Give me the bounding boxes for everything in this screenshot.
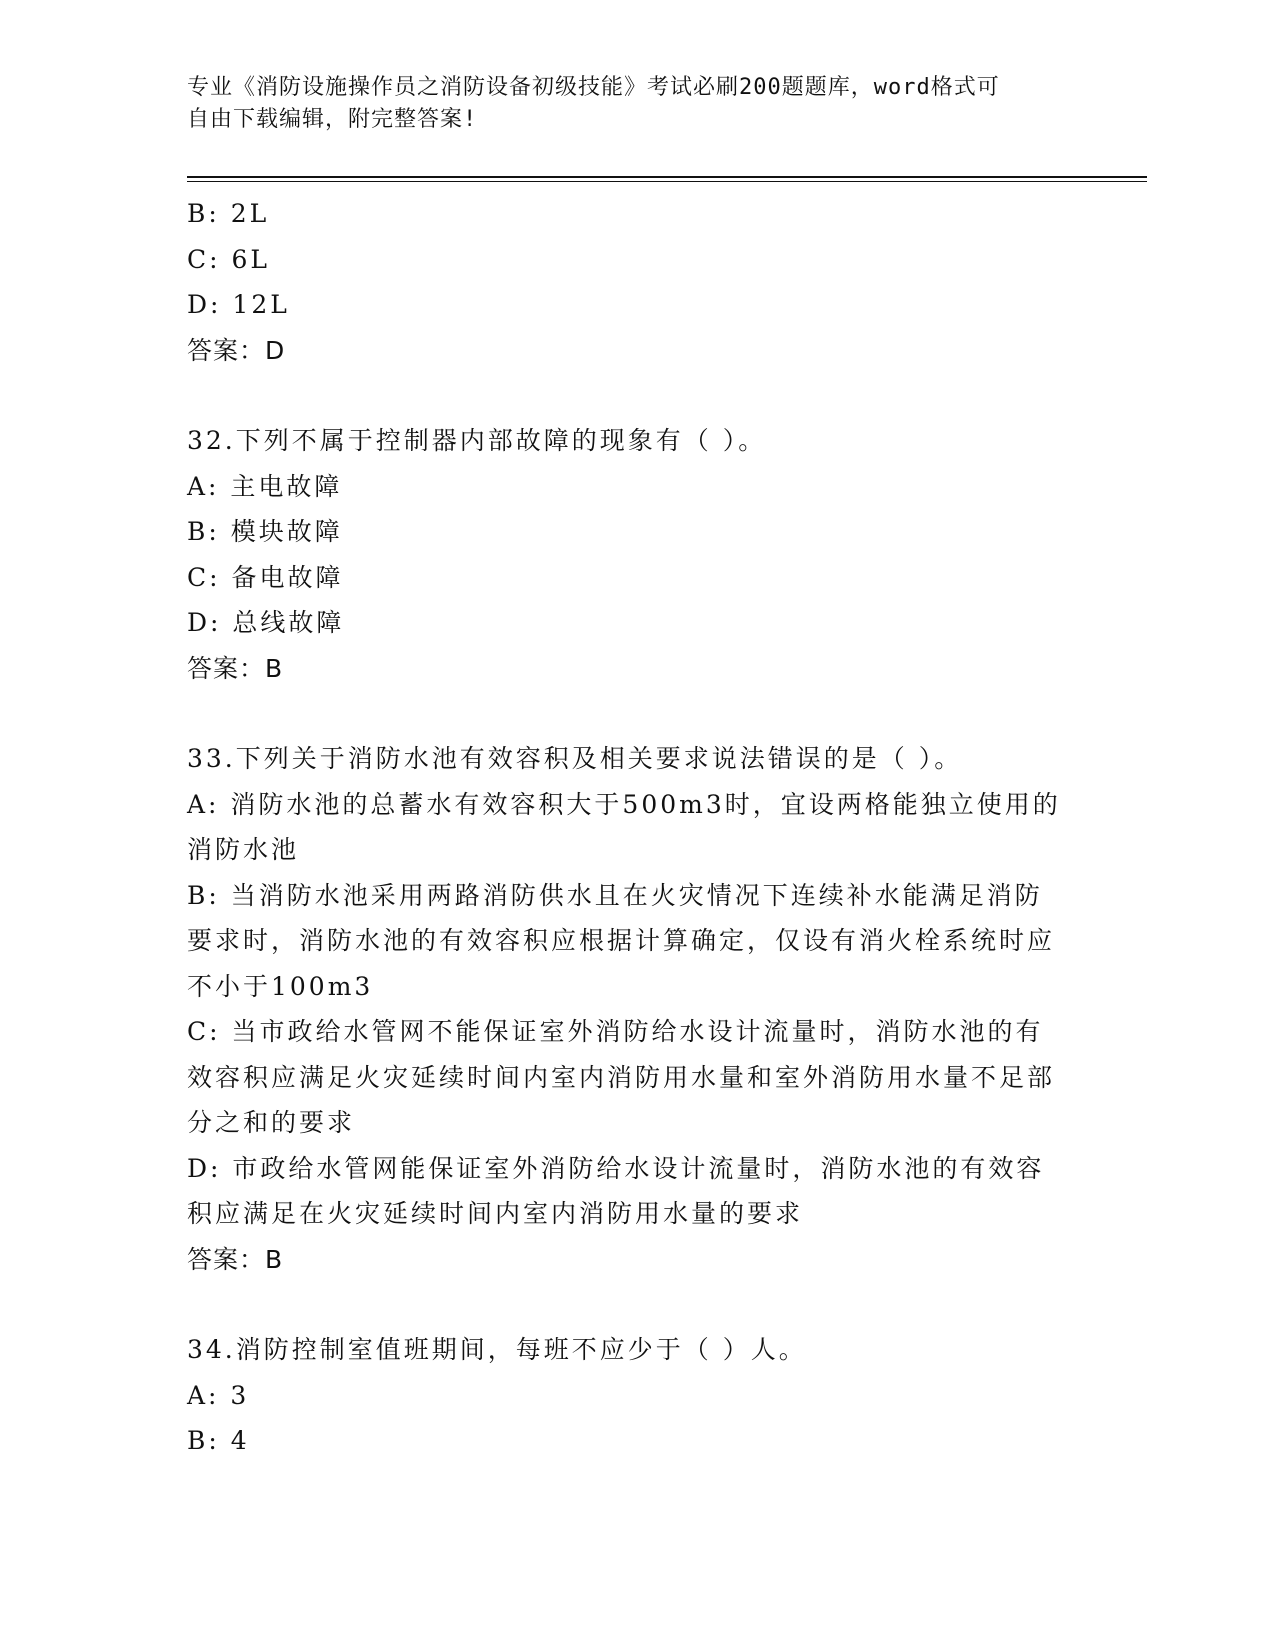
question-33 [187, 736, 1067, 1282]
question-text: 32.下列不属于控制器内部故障的现象有（ ）。 [187, 426, 767, 455]
answer-label: 答案：B [187, 653, 284, 683]
header-line-1: 专业《消防设施操作员之消防设备初级技能》考试必刷200题题库，word格式可 [187, 75, 1000, 100]
option-a: A: 主电故障 [187, 471, 343, 501]
option-d: D: 12L [187, 290, 290, 319]
question-spacer [187, 373, 1067, 418]
answer-label: 答案：B [187, 1244, 284, 1274]
answer-label: 答案：D [187, 335, 286, 365]
option-b: B: 2L [187, 199, 270, 228]
option-c: C: 备电故障 [187, 562, 344, 592]
option-a: A: 3 [187, 1380, 250, 1410]
header-divider-thin [187, 181, 1147, 182]
header-divider-thick [187, 176, 1147, 178]
document-header [187, 72, 1087, 136]
question-list [187, 191, 1067, 1464]
question-text: 33.下列关于消防水池有效容积及相关要求说法错误的是（ ）。 [187, 744, 963, 773]
option-c: C: 当市政给水管网不能保证室外消防给水设计流量时，消防水池的有效容积应满足火灾延续时间内室内消防用水量和室外消防用水量不足部分之和的要求 [187, 1017, 1056, 1137]
question-spacer [187, 1282, 1067, 1327]
option-b: B: 模块故障 [187, 517, 343, 546]
option-b: B: 4 [187, 1426, 250, 1455]
header-line-2: 自由下载编辑，附完整答案! [187, 107, 478, 132]
option-a: A: 消防水池的总蓄水有效容积大于500m3时，宜设两格能独立使用的消防水池 [187, 789, 1061, 864]
option-d: D: 总线故障 [187, 608, 345, 637]
option-b: B: 当消防水池采用两路消防供水且在火灾情况下连续补水能满足消防要求时，消防水池的有效容积应根据计算确定，仅设有消火栓系统时应不小于100m3 [187, 880, 1056, 1001]
question-text: 34.消防控制室值班期间，每班不应少于（ ）人。 [187, 1335, 807, 1364]
option-d: D: 市政给水管网能保证室外消防给水设计流量时，消防水池的有效容积应满足在火灾延续时间内室内消防用水量的要求 [187, 1153, 1045, 1228]
question-34 [187, 1327, 1067, 1464]
option-c: C: 6L [187, 244, 271, 274]
question-31-continued [187, 191, 1067, 373]
question-spacer [187, 691, 1067, 736]
question-32 [187, 418, 1067, 691]
